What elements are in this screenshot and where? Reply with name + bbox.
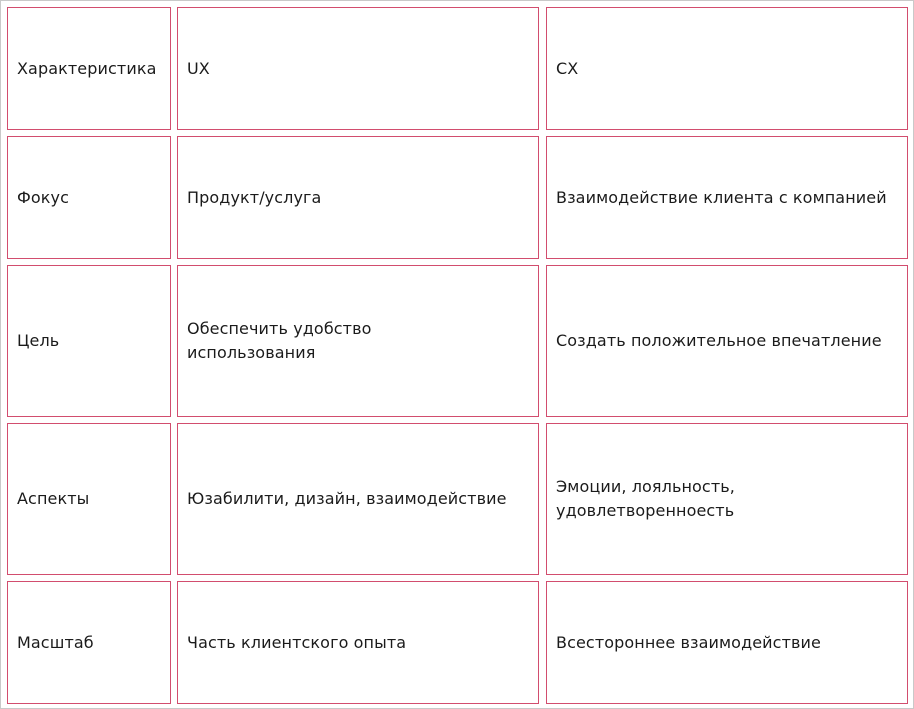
- cell-text: Фокус: [17, 187, 69, 207]
- cell-text: Аспекты: [17, 489, 90, 508]
- cell-text: CX: [556, 58, 579, 78]
- table-row: [1, 423, 914, 575]
- cell-text: Всестороннее взаимодействие: [556, 632, 821, 652]
- header-cell-cx: [546, 7, 908, 130]
- table-row: [1, 265, 914, 417]
- cell-text: Эмоции, лояльность, удовлетворенноесть: [556, 477, 735, 520]
- cell-text: Цель: [17, 331, 60, 350]
- cell-text: Часть клиентского опыта: [187, 632, 407, 652]
- ux-cell: [177, 265, 539, 417]
- cx-cell: [546, 136, 908, 259]
- cell-text: Обеспечить удобство использования: [187, 319, 372, 362]
- cx-cell: [546, 265, 908, 417]
- cell-text: Характеристика: [17, 58, 157, 78]
- table-header-row: [1, 7, 914, 130]
- cell-text: Юзабилити, дизайн, взаимодействие: [187, 489, 507, 508]
- row-label-cell: [7, 423, 171, 575]
- cell-text: Создать положительное впечатление: [556, 331, 882, 350]
- table-row: [1, 136, 914, 259]
- row-label-cell: [7, 136, 171, 259]
- cx-cell: [546, 581, 908, 704]
- header-cell-ux: [177, 7, 539, 130]
- cell-text: Продукт/услуга: [187, 187, 322, 207]
- ux-cell: [177, 136, 539, 259]
- row-label-cell: [7, 581, 171, 704]
- header-cell-characteristic: [7, 7, 171, 130]
- cell-text: UX: [187, 58, 210, 78]
- cx-cell: [546, 423, 908, 575]
- cell-text: Масштаб: [17, 632, 94, 652]
- ux-cell: [177, 581, 539, 704]
- table-row: [1, 581, 914, 704]
- row-label-cell: [7, 265, 171, 417]
- cell-text: Взаимодействие клиента с компанией: [556, 187, 887, 207]
- ux-cell: [177, 423, 539, 575]
